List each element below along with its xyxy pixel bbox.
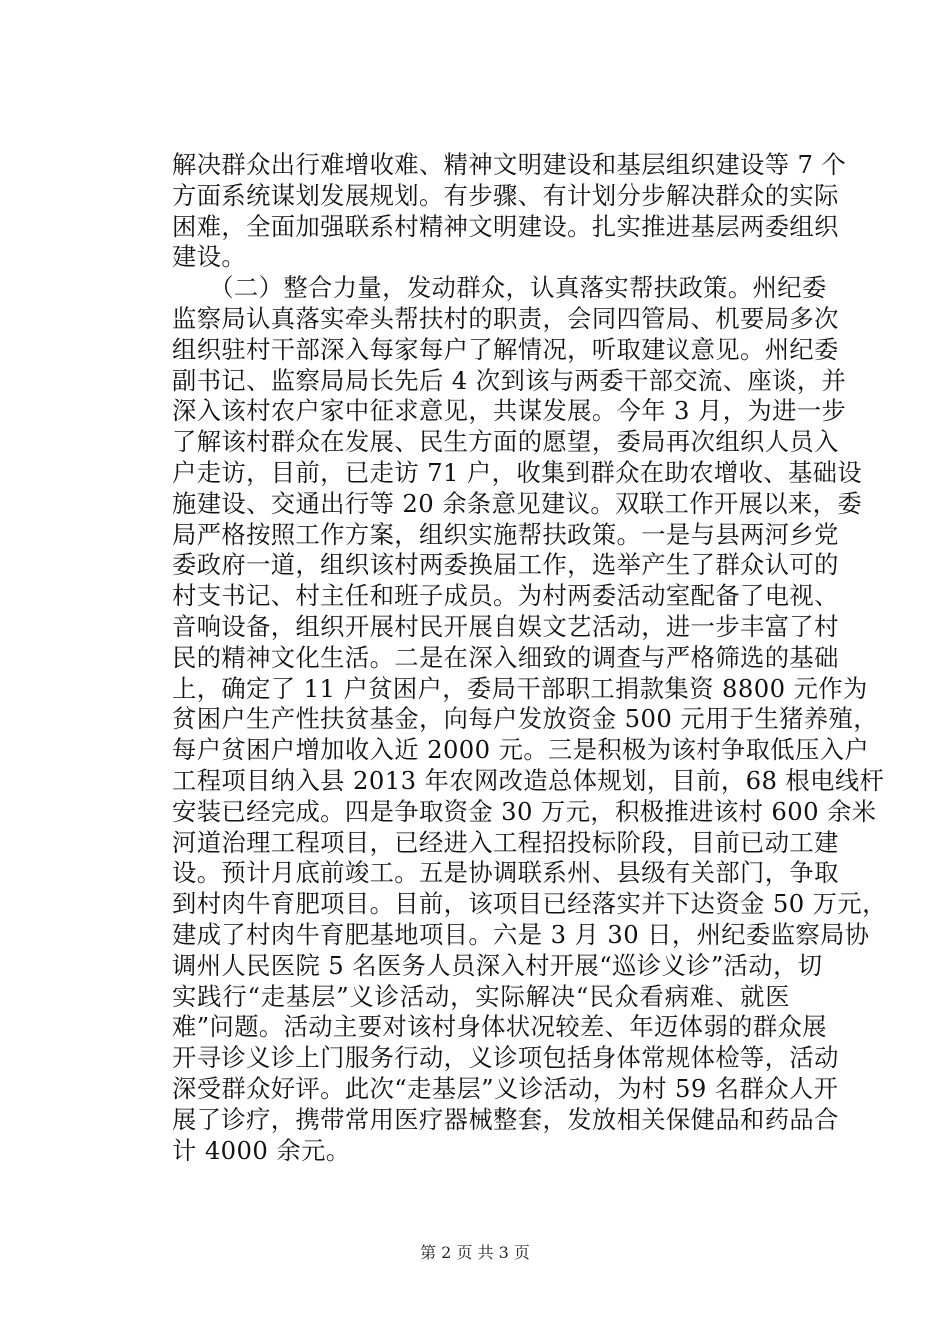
text-line: 深入该村农户家中征求意见，共谋发展。今年 3 月，为进一步	[172, 396, 847, 426]
text-line: 副书记、监察局局长先后 4 次到该与两委干部交流、座谈，并	[172, 365, 847, 395]
text-line: 贫困户生产性扶贫基金，向每户发放资金 500 元用于生猪养殖，	[172, 704, 878, 734]
text-line: 实践行“走基层”义诊活动，实际解决“民众看病难、就医	[172, 981, 790, 1011]
text-line: 深受群众好评。此次“走基层”义诊活动，为村 59 名群众人开	[172, 1073, 839, 1103]
text-line: 开寻诊义诊上门服务行动，义诊项包括身体常规体检等，活动	[172, 1043, 839, 1073]
text-line: 到村肉牛育肥项目。目前，该项目已经落实并下达资金 50 万元，	[172, 889, 887, 919]
text-line: 每户贫困户增加收入近 2000 元。三是积极为该村争取低压入户	[172, 735, 870, 765]
text-line: 工程项目纳入县 2013 年农网改造总体规划，目前，68 根电线杆	[172, 765, 885, 795]
text-line: 音响设备，组织开展村民开展自娱文艺活动，进一步丰富了村	[172, 611, 839, 641]
text-line: 设。预计月底前竣工。五是协调联系州、县级有关部门，争取	[172, 858, 839, 888]
text-line: 安装已经完成。四是争取资金 30 万元，积极推进该村 600 余米	[172, 796, 877, 826]
text-line: 河道治理工程项目，已经进入工程招投标阶段，目前已动工建	[172, 827, 839, 857]
text-line: 户走访，目前，已走访 71 户，收集到群众在助农增收、基础设	[172, 457, 863, 487]
text-line: 调州人民医院 5 名医务人员深入村开展“巡诊义诊”活动，切	[172, 950, 823, 980]
text-line: 监察局认真落实牵头帮扶村的职责，会同四管局、机要局多次	[172, 303, 839, 333]
document-body	[172, 150, 887, 1166]
text-line: 村支书记、村主任和班子成员。为村两委活动室配备了电视、	[172, 581, 839, 611]
text-line: 上，确定了 11 户贫困户，委局干部职工捐款集资 8800 元作为	[172, 673, 868, 703]
page-footer	[0, 1240, 950, 1263]
text-line: 民的精神文化生活。二是在深入细致的调查与严格筛选的基础	[172, 642, 839, 672]
text-line: 解决群众出行难增收难、精神文明建设和基层组织建设等 7 个	[172, 150, 847, 179]
text-line: 方面系统谋划发展规划。有步骤、有计划分步解决群众的实际	[172, 180, 839, 210]
text-line: 了解该村群众在发展、民生方面的愿望，委局再次组织人员入	[172, 427, 839, 457]
text-line: 委政府一道，组织该村两委换届工作，选举产生了群众认可的	[172, 550, 839, 580]
text-line: 难”问题。活动主要对该村身体状况较差、年迈体弱的群众展	[172, 1012, 827, 1042]
page-number-label: 第 2 页 共 3 页	[420, 1243, 530, 1262]
text-line: 局严格按照工作方案，组织实施帮扶政策。一是与县两河乡党	[172, 519, 839, 549]
text-line: 展了诊疗，携带常用医疗器械整套，发放相关保健品和药品合	[172, 1104, 839, 1134]
text-line: 计 4000 余元。	[172, 1135, 351, 1165]
text-line: 施建设、交通出行等 20 余条意见建议。双联工作开展以来，委	[172, 488, 863, 518]
text-line: 建设。	[172, 242, 247, 272]
text-line: 组织驻村干部深入每家每户了解情况，听取建议意见。州纪委	[172, 334, 839, 364]
text-line: 困难，全面加强联系村精神文明建设。扎实推进基层两委组织	[172, 211, 839, 241]
text-line: （二）整合力量，发动群众，认真落实帮扶政策。州纪委	[172, 273, 827, 303]
text-line: 建成了村肉牛育肥基地项目。六是 3 月 30 日，州纪委监察局协	[172, 919, 870, 949]
